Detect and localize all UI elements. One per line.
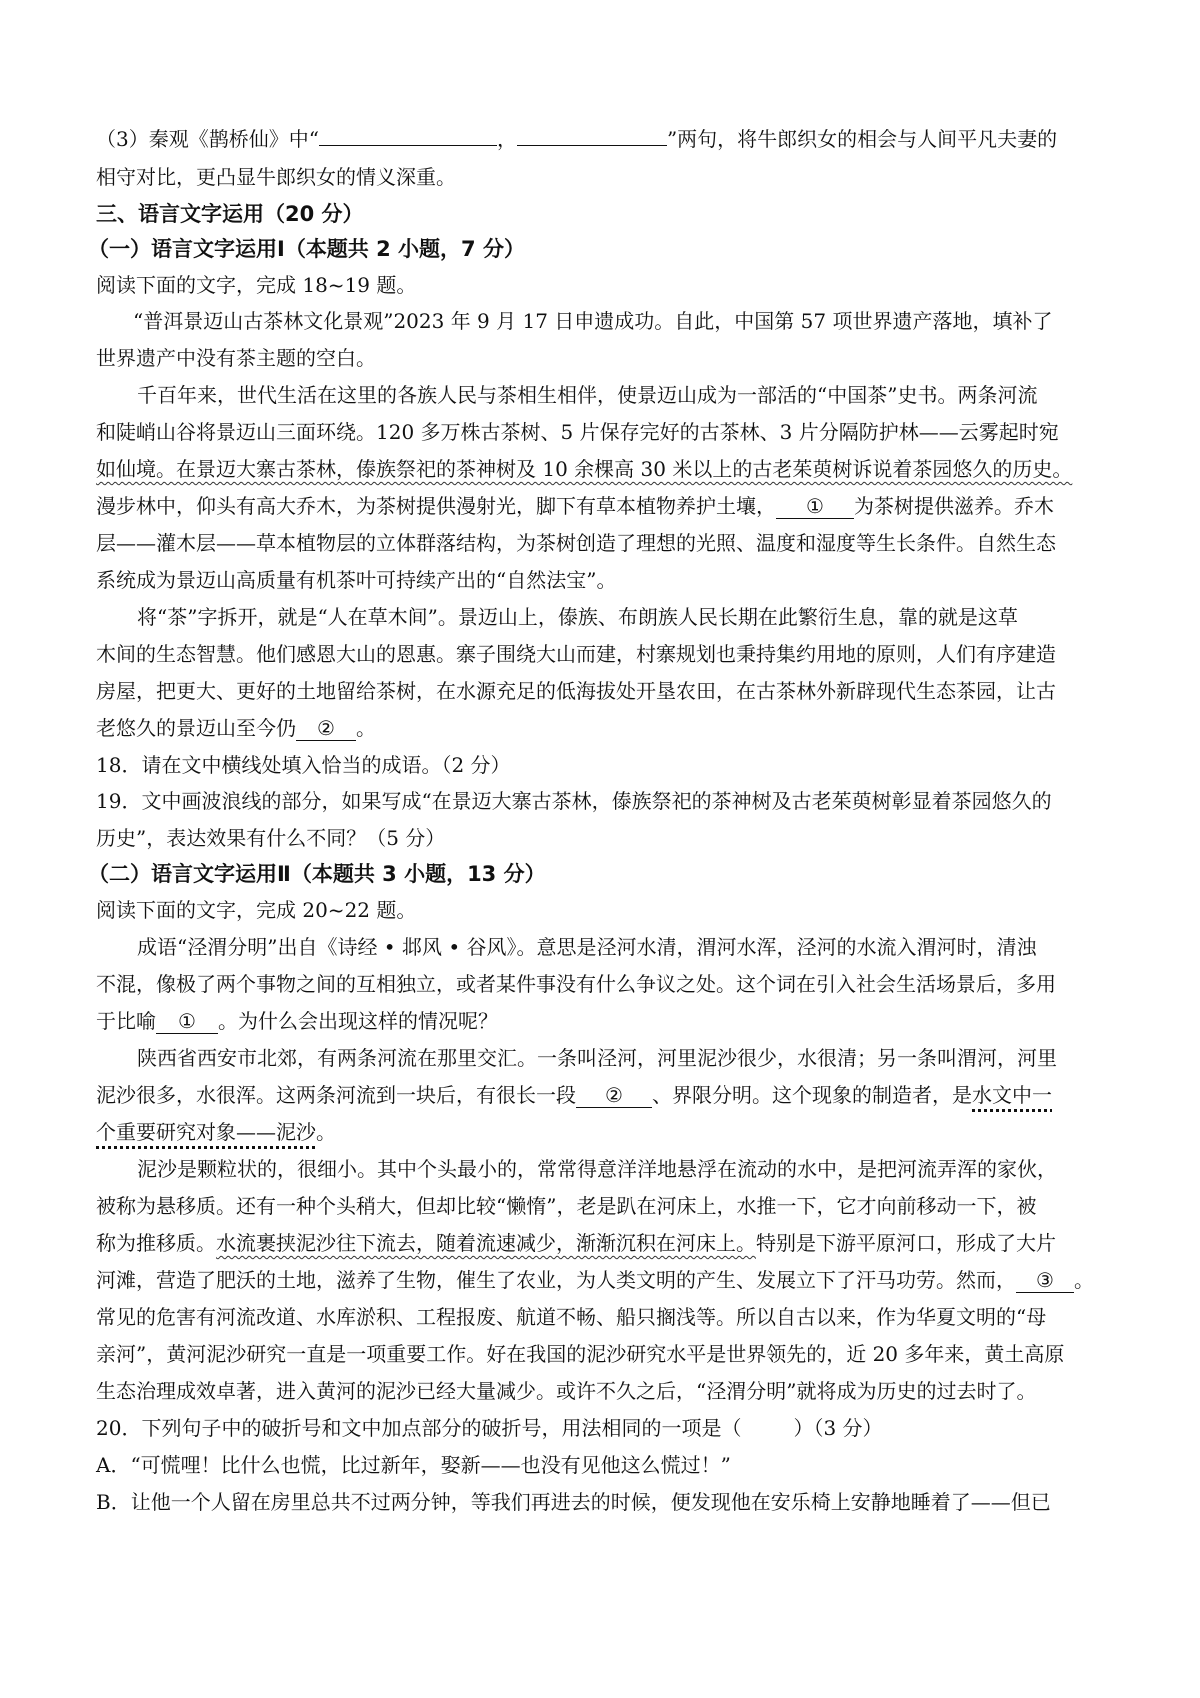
- passage-line: 被称为悬移质。还有一种个头稍大，但却比较“懒惰”，老是趴在河床上，水推一下，它才向前移动一下，被: [96, 1194, 1037, 1218]
- answer-blank[interactable]: [319, 123, 497, 146]
- blank-1[interactable]: ①: [156, 1009, 218, 1034]
- passage-line: 于比喻 ① 。为什么会出现这样的情况呢？: [96, 1009, 498, 1033]
- option-a[interactable]: A．“可慌哩！比什么也慌，比过新年，娶新——也没有见他这么慌过！”: [96, 1453, 731, 1477]
- passage-line: 亲河”，黄河泥沙研究一直是一项重要工作。好在我国的泥沙研究水平是世界领先的，近 20 多年来，黄土高原: [96, 1342, 1065, 1366]
- passage-line: 泥沙是颗粒状的，很细小。其中个头最小的，常常得意洋洋地悬浮在流动的水中，是把河流弄浑的家伙，: [137, 1157, 1057, 1181]
- option-b[interactable]: B．让他一个人留在房里总共不过两分钟，等我们再进去的时候，便发现他在安乐椅上安静地睡着了——但已: [96, 1490, 1051, 1514]
- part2-title: （二）语言文字运用Ⅱ（本题共 3 小题，13 分）: [88, 862, 546, 886]
- wavy-underlined-text: 如仙境。在景迈大寨古茶林，傣族祭祀的茶神树及 10 余棵高 30 米以上的古老茱萸树诉说着茶园悠久的历史。: [96, 457, 1073, 481]
- blank-2[interactable]: ②: [576, 1083, 652, 1108]
- passage-line: 个重要研究对象——泥沙。: [96, 1120, 336, 1144]
- passage-line: 成语“泾渭分明”出自《诗经 • 邶风 • 谷风》。意思是泾河水清，渭河水浑，泾河的水流入渭河时，清浊: [137, 935, 1037, 959]
- passage-line: 木间的生态智慧。他们感恩大山的恩惠。寨子围绕大山而建，村寨规划也秉持集约用地的原则，人们有序建造: [96, 642, 1056, 666]
- question-18: 18．请在文中横线处填入恰当的成语。（2 分）: [96, 753, 511, 777]
- passage-line: “普洱景迈山古茶林文化景观”2023 年 9 月 17 日申遗成功。自此，中国第 57 项世界遗产落地，填补了: [133, 309, 1053, 333]
- passage-line: 常见的危害有河流改道、水库淤积、工程报废、航道不畅、船只搁浅等。所以自古以来，作为华夏文明的“母: [96, 1305, 1047, 1329]
- dotted-emphasis-text: 个重要研究对象——泥沙: [96, 1120, 316, 1144]
- blank-1[interactable]: ①: [776, 494, 854, 519]
- blank-3[interactable]: ③: [1016, 1268, 1074, 1293]
- passage-line: 世界遗产中没有茶主题的空白。: [96, 346, 376, 370]
- passage-line: 陕西省西安市北郊，有两条河流在那里交汇。一条叫泾河，河里泥沙很少，水很清；另一条叫渭河，河里: [137, 1046, 1057, 1070]
- dotted-emphasis-text: 水文中一: [972, 1083, 1052, 1107]
- passage-line: [96, 451, 1072, 488]
- section-title: 三、语言文字运用（20 分）: [96, 202, 364, 226]
- passage-line: 房屋，把更大、更好的土地留给茶树，在水源充足的低海拔处开垦农田，在古茶林外新辟现代生态茶园，让古: [96, 679, 1056, 703]
- wavy-underlined-text: 水流裹挟泥沙往下流去，随着流速减少，渐渐沉积在河床上。: [216, 1231, 756, 1255]
- question-19-line1: 19．文中画波浪线的部分，如果写成“在景迈大寨古茶林，傣族祭祀的茶神树及古老茱萸树彰显着茶园悠久的: [96, 789, 1052, 813]
- passage-line: 和陡峭山谷将景迈山三面环绕。120 多万株古茶树、5 片保存完好的古茶林、3 片分隔防护林——云雾起时宛: [96, 420, 1059, 444]
- answer-blank[interactable]: [517, 123, 667, 146]
- q17-3-line2: 相守对比，更凸显牛郎织女的情义深重。: [96, 165, 456, 189]
- passage-line: 不混，像极了两个事物之间的互相独立，或者某件事没有什么争议之处。这个词在引入社会生活场景后，多用: [96, 972, 1056, 996]
- part1-instruction: 阅读下面的文字，完成 18~19 题。: [96, 273, 417, 297]
- passage-line: 老悠久的景迈山至今仍 ② 。: [96, 716, 376, 740]
- q17-3-line1: （3）秦观《鹊桥仙》中“ ， ”两句，将牛郎织女的相会与人间平凡夫妻的: [96, 121, 1057, 158]
- question-20: 20．下列句子中的破折号和文中加点部分的破折号，用法相同的一项是（ ）（3 分）: [96, 1416, 883, 1440]
- passage-line: 系统成为景迈山高质量有机茶叶可持续产出的“自然法宝”。: [96, 568, 617, 592]
- passage-line: 生态治理成效卓著，进入黄河的泥沙已经大量减少。或许不久之后，“泾渭分明”就将成为历史的过去时了。: [96, 1379, 1037, 1403]
- passage-line: 层——灌木层——草本植物层的立体群落结构，为茶树创造了理想的光照、温度和湿度等生长条件。自然生态: [96, 531, 1056, 555]
- passage-line: 将“茶”字拆开，就是“人在草木间”。景迈山上，傣族、布朗族人民长期在此繁衍生息，靠的就是这草: [137, 605, 1018, 629]
- part1-title: （一）语言文字运用Ⅰ（本题共 2 小题，7 分）: [88, 237, 525, 261]
- blank-2[interactable]: ②: [296, 716, 356, 741]
- passage-line: 漫步林中，仰头有高大乔木，为茶树提供漫射光，脚下有草本植物养护土壤， ① 为茶树提供滋养。乔木: [96, 494, 1054, 518]
- passage-line: 河滩，营造了肥沃的土地，滋养了生物，催生了农业，为人类文明的产生、发展立下了汗马功劳。然而， ③ 。: [96, 1268, 1094, 1292]
- passage-line: 泥沙很多，水很浑。这两条河流到一块后，有很长一段 ② 、界限分明。这个现象的制造者，是水文中一: [96, 1083, 1052, 1107]
- part2-instruction: 阅读下面的文字，完成 20~22 题。: [96, 898, 417, 922]
- passage-line: 千百年来，世代生活在这里的各族人民与茶相生相伴，使景迈山成为一部活的“中国茶”史书。两条河流: [137, 383, 1038, 407]
- passage-line: 称为推移质。水流裹挟泥沙往下流去，随着流速减少，渐渐沉积在河床上。特别是下游平原河口，形成了大片: [96, 1231, 1056, 1255]
- question-19-line2: 历史”，表达效果有什么不同？（5 分）: [96, 826, 446, 850]
